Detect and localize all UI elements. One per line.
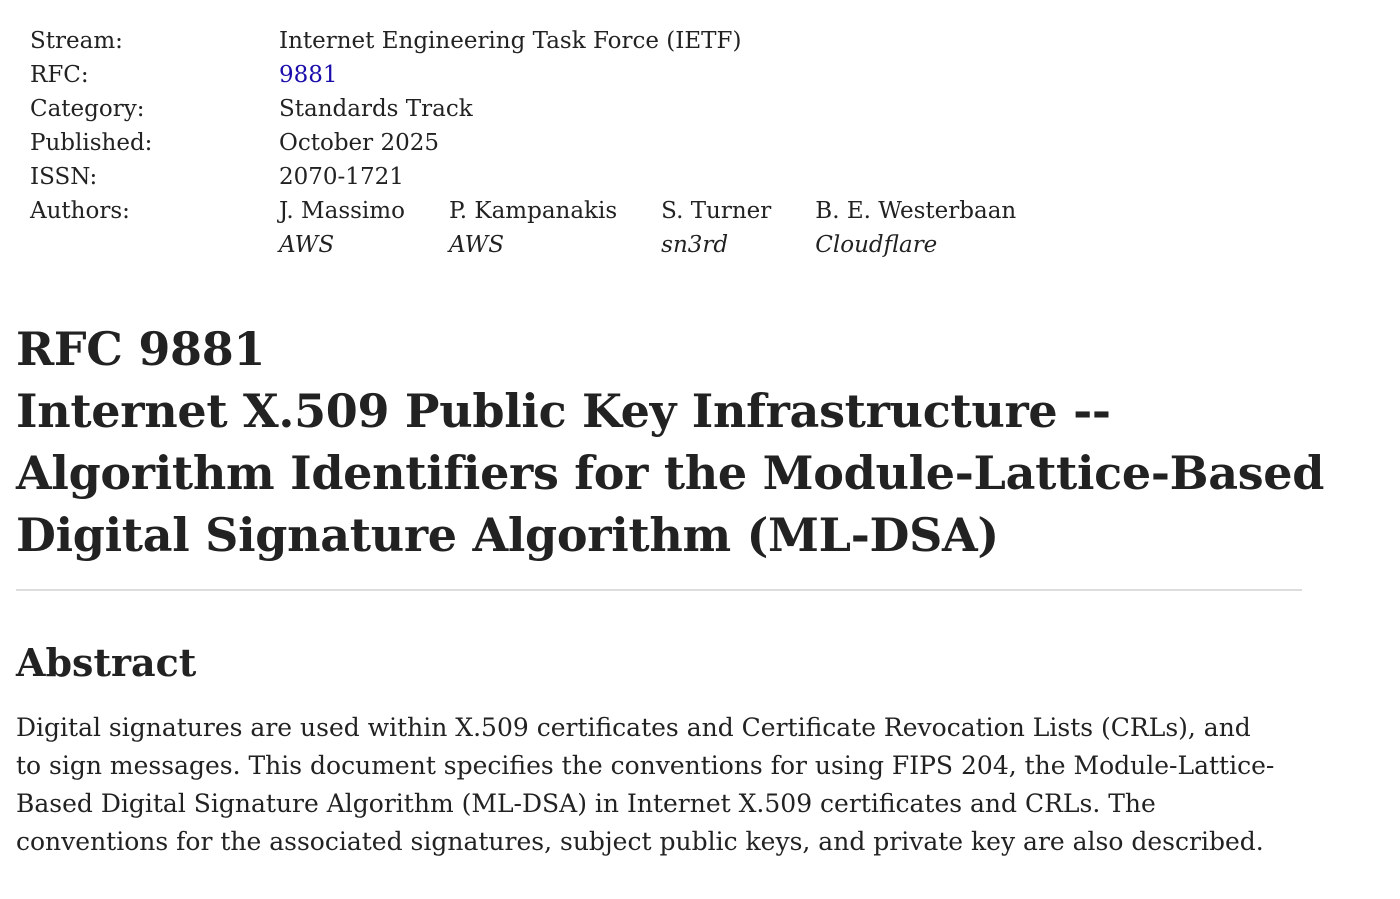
section-divider (16, 589, 1302, 591)
author-name: S. Turner (661, 198, 772, 224)
title-line: Digital Signature Algorithm (ML-DSA) (16, 508, 999, 562)
issn-value: 2070-1721 (279, 164, 404, 190)
abstract-line: Based Digital Signature Algorithm (ML-DSA) in Internet X.509 certificates and CRLs. The (16, 789, 1156, 818)
document-metadata (30, 24, 1060, 262)
author (279, 194, 405, 262)
metadata-row-issn (30, 160, 1060, 194)
rfc-value (279, 58, 338, 92)
abstract-line: conventions for the associated signatures, subject public keys, and private key are also described. (16, 827, 1264, 856)
document-title (16, 318, 1324, 566)
category-value: Standards Track (279, 96, 473, 122)
abstract-line: to sign messages. This document specifies the conventions for using FIPS 204, the Module-Lattice- (16, 751, 1275, 780)
author (449, 194, 617, 262)
author (661, 194, 771, 262)
authors-label: Authors: (30, 198, 130, 224)
author-organization: AWS (279, 232, 335, 258)
author-name: P. Kampanakis (448, 198, 618, 224)
published-value: October 2025 (279, 130, 440, 156)
metadata-row-published (30, 126, 1060, 160)
published-label: Published: (30, 130, 153, 156)
author-organization: Cloudflare (815, 232, 938, 258)
category-label: Category: (30, 96, 145, 122)
issn-label: ISSN: (30, 164, 98, 190)
author-organization: AWS (448, 232, 505, 258)
author (815, 194, 1016, 262)
metadata-row-rfc (30, 58, 1060, 92)
abstract-line: Digital signatures are used within X.509 certificates and Certificate Revocation Lists (CRLs), and (16, 713, 1251, 742)
metadata-row-stream (30, 24, 1060, 58)
abstract-heading: Abstract (16, 640, 197, 685)
title-line: Internet X.509 Public Key Infrastructure -- (16, 384, 1111, 438)
rfc-number-link[interactable]: 9881 (279, 62, 338, 88)
stream-label: Stream: (30, 28, 123, 54)
metadata-row-authors (30, 194, 1060, 262)
authors-list (279, 194, 1060, 262)
title-line: Algorithm Identifiers for the Module-Lattice-Based (16, 446, 1325, 500)
author-name: J. Massimo (279, 198, 405, 224)
abstract-text (16, 709, 1316, 861)
rfc-label: RFC: (30, 62, 89, 88)
stream-value: Internet Engineering Task Force (IETF) (279, 28, 742, 54)
author-name: B. E. Westerbaan (815, 198, 1017, 224)
title-line: RFC 9881 (16, 322, 266, 376)
author-organization: sn3rd (661, 232, 729, 258)
metadata-row-category (30, 92, 1060, 126)
